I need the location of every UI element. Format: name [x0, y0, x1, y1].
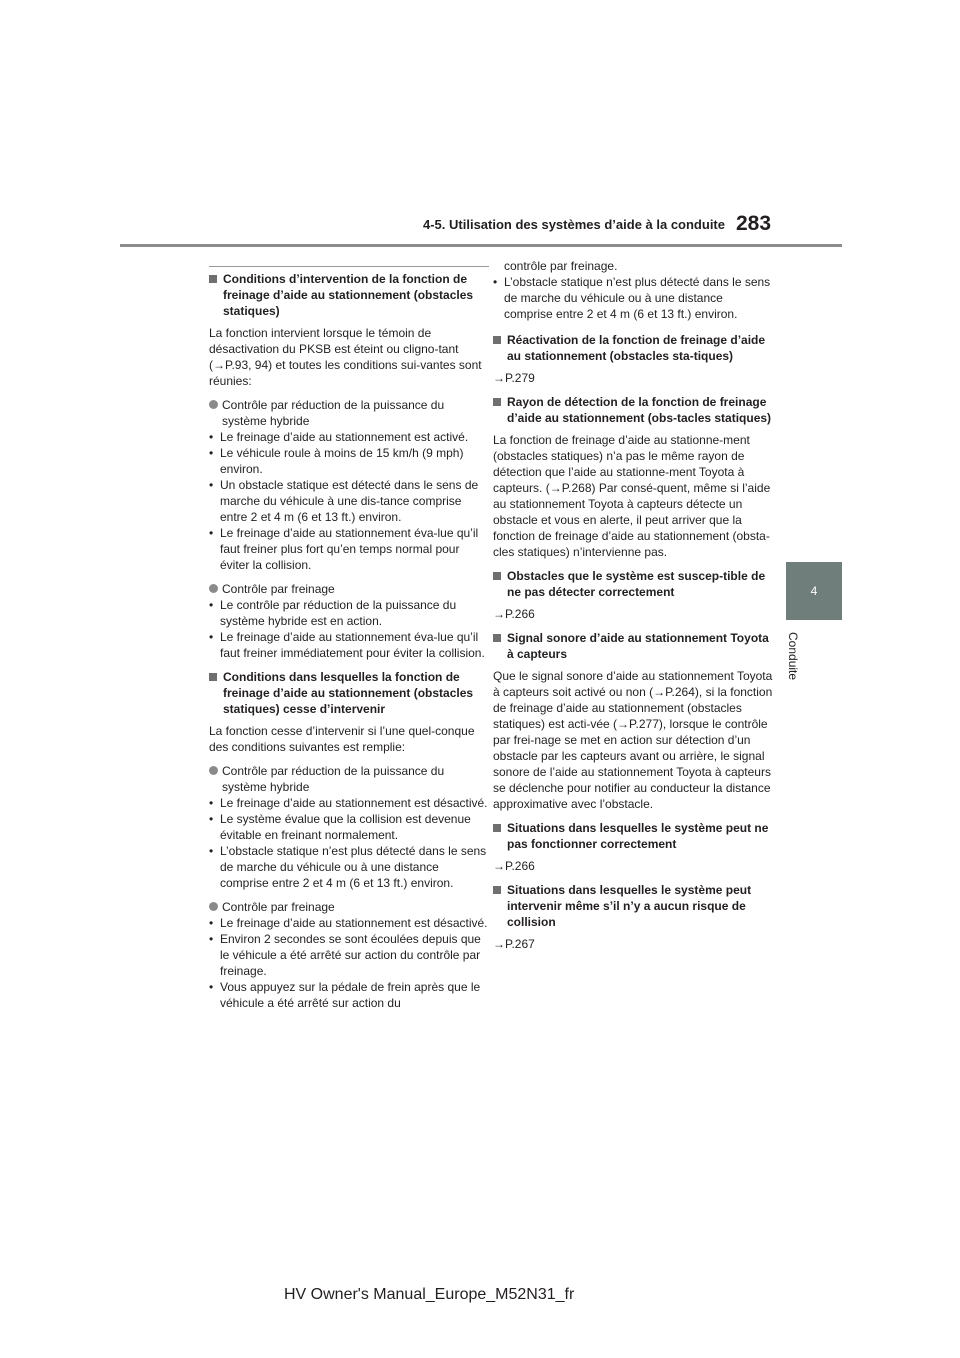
bullet-list [493, 274, 773, 322]
chapter-label-text: Conduite [786, 632, 800, 681]
chapter-label [782, 632, 806, 686]
section-heading [493, 332, 773, 364]
section-heading-text: Situations dans lesquelles le système peut ne pas fonctionner correctement [507, 821, 769, 851]
bullet-heading-text: Contrôle par réduction de la puissance du système hybride [222, 398, 445, 428]
section-heading [493, 882, 773, 930]
list-item-text: L’obstacle statique n’est plus détecté dans le sens de marche du véhicule ou à une distance comprise entre 2 et 4 m (6 et 13 ft.) environ. [220, 844, 487, 890]
list-item: • Le freinage d’aide au stationnement éva-lue qu’il faut freiner plus fort qu’en temps normal pour éviter la collision. [209, 526, 479, 572]
section-heading-text: Situations dans lesquelles le système peut intervenir même s’il n’y a aucun risque de collision [507, 883, 752, 929]
list-item: • Le freinage d’aide au stationnement est désactivé. [209, 796, 488, 810]
paragraph: Que le signal sonore d’aide au stationnement Toyota à capteurs soit activé ou non (→P.264), si la fonction de freinage d’aide au stationnement (obstacles statiques) est acti-vée (→P.277), lorsque le contrôle par frei-nage se met en action sur détection d’un obstacle par les capteurs avant ou arrière, le signal sonore de l’aide au stationnement Toyota à capteurs se déclenche pour notifier au conducteur la distance approximative avec l’obstacle. [493, 669, 773, 811]
square-bullet-icon [493, 572, 501, 580]
list-item-text: Le véhicule roule à moins de 15 km/h (9 mph) environ. [220, 446, 464, 476]
list-item: • L’obstacle statique n’est plus détecté dans le sens de marche du véhicule ou à une distance comprise entre 2 et 4 m (6 et 13 ft.) environ. [493, 275, 771, 321]
bullet-heading [209, 763, 489, 795]
list-item: • Le freinage d’aide au stationnement est désactivé. [209, 916, 488, 930]
list-item-text: Le freinage d’aide au stationnement est désactivé. [220, 916, 488, 930]
list-item: • L’obstacle statique n’est plus détecté dans le sens de marche du véhicule ou à une distance comprise entre 2 et 4 m (6 et 13 ft.) environ. [209, 844, 487, 890]
section-heading [493, 630, 773, 662]
section-heading-text: Conditions d’intervention de la fonction de freinage d’aide au stationnement (obstacles statiques) [223, 272, 474, 318]
list-item-text: Un obstacle statique est détecté dans le sens de marche du véhicule à une dis-tance comprise entre 2 et 4 m (6 et 13 ft.) environ. [220, 478, 479, 524]
chapter-tab[interactable] [786, 562, 842, 620]
circle-bullet-icon [209, 400, 218, 409]
bullet-heading-text: Contrôle par freinage [222, 900, 335, 914]
chapter-number: 4 [810, 584, 818, 598]
header-divider [120, 244, 842, 247]
section-heading [209, 271, 489, 319]
bullet-list [209, 597, 489, 661]
section-heading-text: Conditions dans lesquelles la fonction de freinage d’aide au stationnement (obstacles statiques) cesse d’intervenir [223, 670, 474, 716]
bullet-list [209, 915, 489, 1011]
section-heading [209, 669, 489, 717]
bullet-heading [209, 397, 489, 429]
square-bullet-icon [209, 673, 217, 681]
square-bullet-icon [493, 886, 501, 894]
list-item: • Le système évalue que la collision est devenue évitable en freinant normalement. [209, 812, 471, 842]
left-column [209, 266, 489, 1019]
section-heading-text: Rayon de détection de la fonction de freinage d’aide au stationnement (obs-tacles statiques) [507, 395, 772, 425]
list-item: • Le contrôle par réduction de la puissance du système hybride est en action. [209, 598, 457, 628]
page-number: 283 [736, 212, 772, 235]
page-reference-link[interactable]: →P.266 [493, 607, 535, 621]
list-item: • Le freinage d’aide au stationnement éva-lue qu’il faut freiner immédiatement pour éviter la collision. [209, 630, 485, 660]
list-item-text: Le système évalue que la collision est devenue évitable en freinant normalement. [220, 812, 471, 842]
paragraph: La fonction cesse d’intervenir si l’une quel-conque des conditions suivantes est remplie: [209, 724, 475, 754]
page-reference-link[interactable]: →P.279 [493, 371, 535, 385]
list-item-text: Le freinage d’aide au stationnement éva-lue qu’il faut freiner plus fort qu’en temps normal pour éviter la collision. [220, 526, 479, 572]
continued-text: contrôle par freinage. [504, 259, 618, 273]
square-bullet-icon [493, 336, 501, 344]
list-item: • Environ 2 secondes se sont écoulées depuis que le véhicule a été arrêté sur action du contrôle par freinage. [209, 932, 481, 978]
circle-bullet-icon [209, 766, 218, 775]
bullet-list [209, 795, 489, 891]
section-title: 4-5. Utilisation des systèmes d’aide à la conduite [423, 217, 725, 232]
circle-bullet-icon [209, 584, 218, 593]
circle-bullet-icon [209, 902, 218, 911]
list-item-text: Le contrôle par réduction de la puissance du système hybride est en action. [220, 598, 457, 628]
bullet-heading-text: Contrôle par freinage [222, 582, 335, 596]
section-heading [493, 394, 773, 426]
section-heading-text: Réactivation de la fonction de freinage d’aide au stationnement (obstacles sta-tiques) [507, 333, 766, 363]
square-bullet-icon [493, 398, 501, 406]
list-item-text: Vous appuyez sur la pédale de frein après que le véhicule a été arrêté sur action du [220, 980, 481, 1010]
list-item: • Vous appuyez sur la pédale de frein après que le véhicule a été arrêté sur action du [209, 980, 481, 1010]
list-item: • Le freinage d’aide au stationnement est activé. [209, 430, 469, 444]
footer-text: HV Owner's Manual_Europe_M52N31_fr [284, 1286, 575, 1303]
list-item: • Le véhicule roule à moins de 15 km/h (9 mph) environ. [209, 446, 464, 476]
list-item-text: L’obstacle statique n’est plus détecté dans le sens de marche du véhicule ou à une distance comprise entre 2 et 4 m (6 et 13 ft.) environ. [504, 275, 771, 321]
bullet-heading [209, 899, 489, 915]
section-heading [493, 820, 773, 852]
square-bullet-icon [493, 824, 501, 832]
list-item-text: Environ 2 secondes se sont écoulées depuis que le véhicule a été arrêté sur action du contrôle par freinage. [220, 932, 481, 978]
bullet-list [209, 429, 489, 573]
paragraph: La fonction de freinage d’aide au stationne-ment (obstacles statiques) n’a pas le même rayon de détection que l’aide au stationne-ment Toyota à capteurs. (→P.268) Par consé-quent, même si l’aide au stationnement Toyota à capteurs détecte un obstacle et vous en alerte, il peut arriver que la fonction de freinage d’aide au stationnement (obsta-cles statiques) n’intervienne pas. [493, 433, 771, 559]
section-heading [493, 568, 773, 600]
square-bullet-icon [493, 634, 501, 642]
square-bullet-icon [209, 275, 217, 283]
bullet-heading [209, 581, 489, 597]
list-item-text: Le freinage d’aide au stationnement est désactivé. [220, 796, 488, 810]
list-item-text: Le freinage d’aide au stationnement éva-lue qu’il faut freiner immédiatement pour éviter la collision. [220, 630, 485, 660]
page-reference-link[interactable]: →P.266 [493, 859, 535, 873]
column-divider [209, 266, 489, 267]
paragraph: La fonction intervient lorsque le témoin de désactivation du PKSB est éteint ou cligno-tant (→P.93, 94) et toutes les conditions sui-vantes sont réunies: [209, 326, 482, 388]
page-reference-link[interactable]: →P.267 [493, 937, 535, 951]
section-heading-text: Obstacles que le système est suscep-tible de ne pas détecter correctement [507, 569, 766, 599]
list-item-text: Le freinage d’aide au stationnement est activé. [220, 430, 469, 444]
section-heading-text: Signal sonore d’aide au stationnement Toyota à capteurs [507, 631, 769, 661]
list-item: • Un obstacle statique est détecté dans le sens de marche du véhicule à une dis-tance comprise entre 2 et 4 m (6 et 13 ft.) environ. [209, 478, 479, 524]
right-column [493, 258, 773, 960]
bullet-heading-text: Contrôle par réduction de la puissance du système hybride [222, 764, 445, 794]
